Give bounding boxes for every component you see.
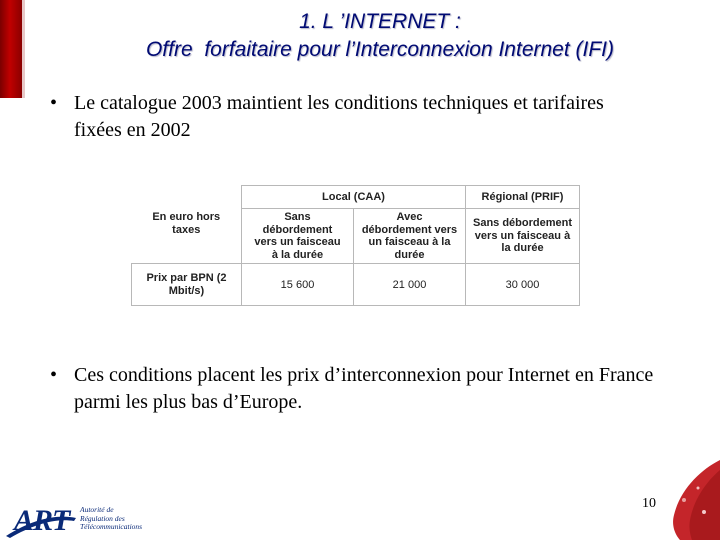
art-logo-subtitle: Autorité de Régulation des Télécommunications (80, 505, 143, 531)
bullet-marker: • (50, 364, 58, 386)
accent-bar-edge (22, 0, 25, 98)
bullet-marker: • (50, 92, 58, 114)
slide-title (40, 8, 720, 64)
slide-title-line-1: 1. L ’INTERNET : (299, 10, 461, 33)
corner-decoration (660, 460, 720, 540)
bullet-item (50, 362, 690, 416)
group-header-regional: Régional (PRIF) (466, 186, 580, 209)
bullet-item (50, 90, 650, 144)
tariff-table (131, 185, 580, 306)
group-header-local: Local (CAA) (242, 186, 466, 209)
column-header: Sans débordement vers un faisceau à la durée (466, 209, 580, 264)
slide-title-line-2: Offre forfaitaire pour l’Interconnexion Internet (IFI) (145, 38, 615, 61)
bullet-text: Le catalogue 2003 maintient les conditions techniques et tarifaires fixées en 2002 (74, 92, 604, 141)
row-header: En euro hors taxes (152, 211, 221, 237)
table-cell: 21 000 (354, 264, 466, 306)
column-header: Avec débordement vers un faisceau à la durée (354, 209, 466, 264)
accent-bar (0, 0, 22, 98)
table-cell: 30 000 (466, 264, 580, 306)
art-logo-text: ART (14, 504, 70, 537)
table-cell: 15 600 (242, 264, 354, 306)
page-number: 10 (642, 496, 656, 511)
bullet-text: Ces conditions placent les prix d’interconnexion pour Internet en France parmi les plus bas d’Europe. (74, 364, 654, 413)
column-header: Sans débordement vers un faisceau à la durée (242, 209, 354, 264)
row-label: Prix par BPN (2 Mbit/s) (132, 264, 242, 306)
